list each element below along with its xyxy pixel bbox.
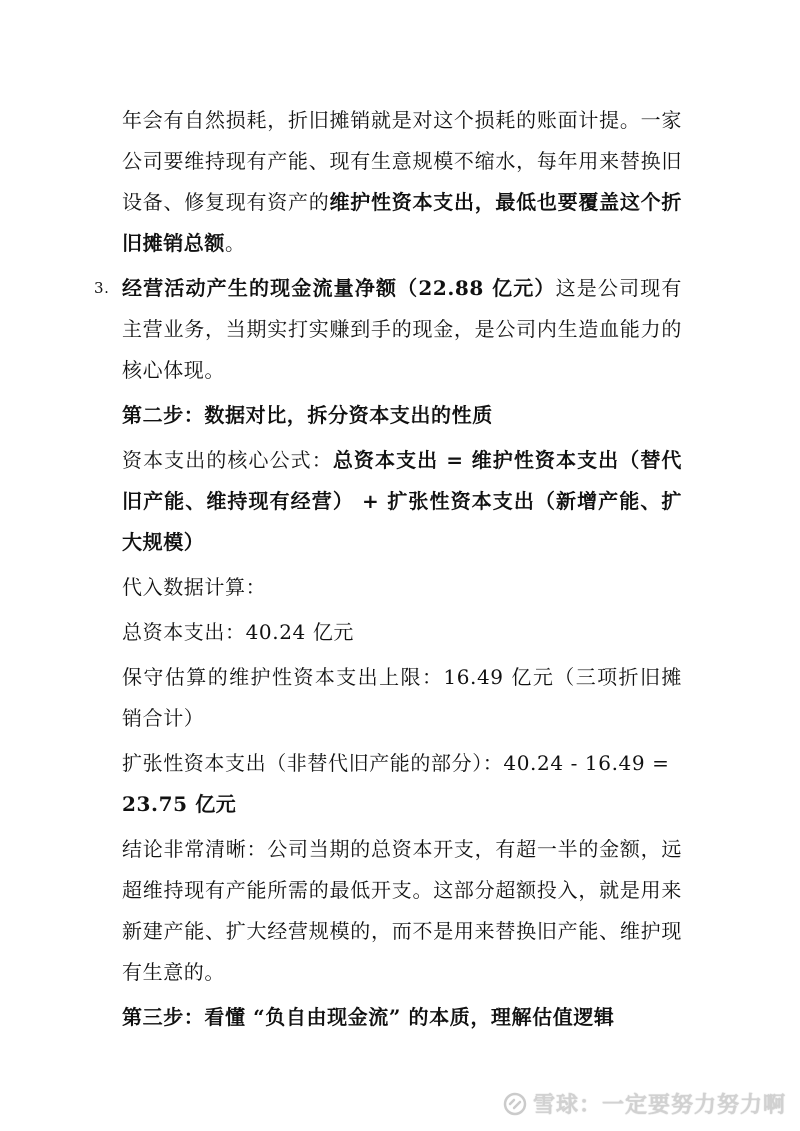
- paragraph-depreciation: [122, 100, 682, 264]
- paragraph-expansion-capex: [122, 743, 682, 825]
- list-item-text: 这是公司现有主营业务，当期实打实赚到手的现金，是公司内生造血能力的核心体现。: [122, 276, 683, 382]
- paragraph-total-capex: 总资本支出：40.24 亿元: [122, 620, 355, 644]
- section-heading-step3: 第三步：看懂 “负自由现金流” 的本质，理解估值逻辑: [122, 1005, 615, 1029]
- formula-label: 资本支出的核心公式：: [122, 448, 333, 472]
- paragraph-maintenance-capex: 保守估算的维护性资本支出上限：16.49 亿元（三项折旧摊销合计）: [122, 665, 682, 730]
- document-body: [94, 100, 683, 1042]
- paragraph-text-end: 。: [225, 231, 246, 255]
- list-item-3: [94, 268, 683, 391]
- paragraph-formula: [122, 440, 682, 563]
- paragraph-bold-text: 维护性资本支出，最低也要覆盖这个折旧摊销总额: [122, 190, 683, 255]
- formula-bold-text: 总资本支出 = 维护性资本支出（替代旧产能、维持现有经营） + 扩张性资本支出（新增产能、扩大规模）: [122, 448, 683, 554]
- list-item-bold-text: 经营活动产生的现金流量净额（22.88 亿元）: [122, 276, 556, 300]
- snowball-logo-icon: [503, 1092, 527, 1116]
- list-number: 3.: [94, 279, 110, 297]
- section-heading-step2: 第二步：数据对比，拆分资本支出的性质: [122, 403, 493, 427]
- expansion-result: 23.75 亿元: [122, 792, 237, 816]
- watermark-text: 雪球：一定要努力努力啊: [532, 1093, 786, 1118]
- paragraph-conclusion: 结论非常清晰：公司当期的总资本开支，有超一半的金额，远超维持现有产能所需的最低开支。这部分超额投入，就是用来新建产能、扩大经营规模的，而不是用来替换旧产能、维护现有生意的。: [122, 837, 682, 984]
- paragraph-calc-intro: 代入数据计算：: [122, 575, 267, 599]
- paragraph-text: 年会有自然损耗，折旧摊销就是对这个损耗的账面计提。一家公司要维持现有产能、现有生意规模不缩水，每年用来替换旧设备、修复现有资产的: [122, 108, 682, 214]
- watermark: [503, 1088, 786, 1119]
- expansion-text: 扩张性资本支出（非替代旧产能的部分）：40.24 - 16.49 =: [122, 751, 670, 775]
